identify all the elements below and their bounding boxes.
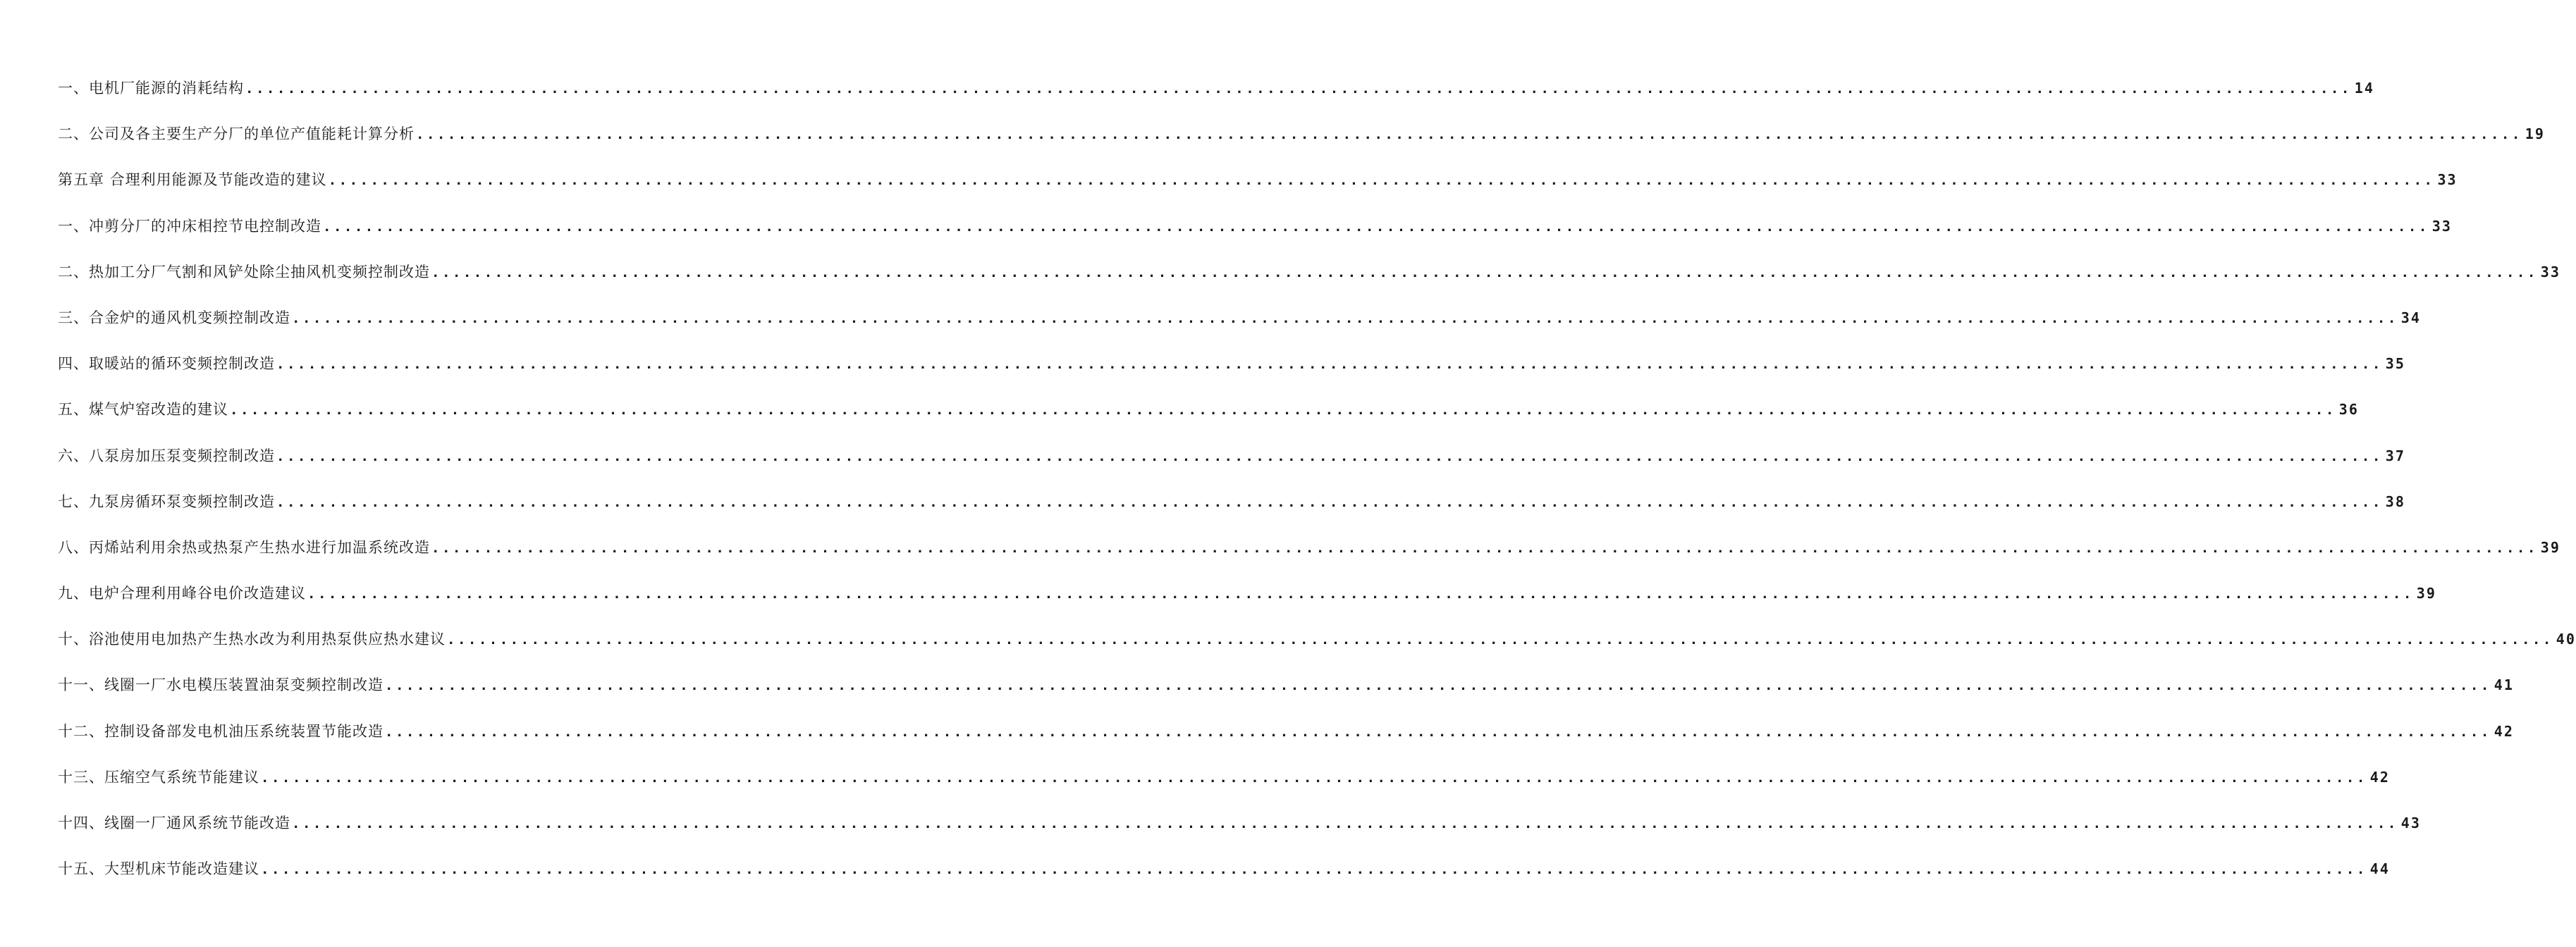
toc-entry-title: 一、冲剪分厂的冲床相控节电控制改造 [58,217,321,235]
toc-page-number: 33 [2437,171,2458,189]
toc-entry[interactable] [58,670,2514,716]
toc-page-number: 41 [2494,676,2514,694]
table-of-contents [58,73,2576,900]
toc-dot-leader: ........................................................................................................................................................................................................ [328,173,2435,189]
toc-dot-leader: ........................................................................................................................................................................................................ [323,218,2429,235]
toc-entry-title: 七、九泵房循环泵变频控制改造 [58,493,275,510]
toc-entry-title: 一、电机厂能源的消耗结构 [58,80,244,97]
toc-entry[interactable] [58,717,2514,762]
toc-entry-title: 二、公司及各主要生产分厂的单位产值能耗计算分析 [58,125,415,143]
toc-entry-title: 八、丙烯站利用余热或热泵产生热水进行加温系统改造 [58,538,430,556]
toc-entry-title: 第五章 合理利用能源及节能改造的建议 [58,171,327,189]
toc-entry[interactable] [58,303,2421,349]
toc-page-number: 36 [2338,401,2359,419]
toc-page-number: 43 [2400,815,2421,831]
toc-dot-leader: ........................................................................................................................................................................................................ [276,494,2383,510]
toc-entry-title: 十、浴池使用电加热产生热水改为利用热泵供应热水建议 [58,631,446,648]
toc-page-number: 33 [2431,217,2452,235]
toc-page-number: 19 [2525,125,2545,143]
toc-dot-leader: ........................................................................................................................................................................................................ [447,632,2553,648]
toc-page-number: 39 [2416,585,2436,602]
toc-entry[interactable] [58,854,2390,900]
toc-entry-title: 十三、压缩空气系统节能建议 [58,768,259,786]
toc-dot-leader: ........................................................................................................................................................................................................ [276,448,2383,464]
toc-page-number: 44 [2369,860,2390,878]
toc-entry[interactable] [58,73,2374,119]
toc-page-number: 40 [2556,631,2576,648]
toc-page-number: 37 [2385,447,2405,464]
toc-dot-leader: ........................................................................................................................................................................................................ [292,310,2398,326]
toc-entry-title: 四、取暖站的循环变频控制改造 [58,355,275,373]
toc-page-number: 14 [2354,80,2374,97]
toc-entry[interactable] [58,211,2452,257]
toc-entry-title: 十四、线圈一厂通风系统节能改造 [58,815,290,831]
toc-dot-leader: ........................................................................................................................................................................................................ [431,264,2538,280]
toc-dot-leader: ........................................................................................................................................................................................................ [416,127,2522,143]
toc-entry-title: 九、电炉合理利用峰谷电价改造建议 [58,585,306,602]
toc-entry-title: 十二、控制设备部发电机油压系统装置节能改造 [58,722,384,740]
toc-page-number: 42 [2494,722,2514,740]
toc-entry[interactable] [58,487,2405,533]
toc-dot-leader: ........................................................................................................................................................................................................ [245,81,2352,97]
toc-page-number: 35 [2385,355,2405,373]
toc-entry[interactable] [58,533,2560,578]
toc-page-number: 39 [2540,538,2560,556]
toc-dot-leader: ........................................................................................................................................................................................................ [261,862,2367,878]
toc-dot-leader: ........................................................................................................................................................................................................ [385,678,2491,694]
toc-entry-title: 六、八泵房加压泵变频控制改造 [58,447,275,464]
toc-dot-leader: ........................................................................................................................................................................................................ [385,724,2491,740]
toc-entry-title: 三、合金炉的通风机变频控制改造 [58,309,290,326]
toc-entry[interactable] [58,762,2390,808]
toc-dot-leader: ........................................................................................................................................................................................................ [431,540,2538,556]
toc-entry[interactable] [58,395,2359,440]
toc-page-number: 33 [2540,263,2560,280]
toc-page-number: 42 [2369,768,2390,786]
toc-dot-leader: ........................................................................................................................................................................................................ [230,402,2336,419]
toc-entry-title: 十五、大型机床节能改造建议 [58,860,259,878]
toc-dot-leader: ........................................................................................................................................................................................................ [276,357,2383,373]
toc-entry[interactable] [58,441,2405,487]
toc-entry[interactable] [58,578,2436,624]
toc-entry-title: 五、煤气炉窑改造的建议 [58,401,228,419]
toc-entry[interactable] [58,257,2560,303]
toc-entry[interactable] [58,808,2421,854]
toc-dot-leader: ........................................................................................................................................................................................................ [261,769,2367,786]
toc-entry[interactable] [58,165,2458,211]
toc-entry-title: 十一、线圈一厂水电模压装置油泵变频控制改造 [58,676,384,694]
toc-entry[interactable] [58,349,2405,395]
toc-entry-title: 二、热加工分厂气割和风铲处除尘抽风机变频控制改造 [58,263,430,280]
toc-dot-leader: ........................................................................................................................................................................................................ [307,586,2414,602]
toc-page-number: 38 [2385,493,2405,510]
toc-dot-leader: ........................................................................................................................................................................................................ [292,816,2398,831]
toc-entry[interactable] [58,119,2545,165]
toc-page-number: 34 [2400,309,2421,326]
toc-entry[interactable] [58,624,2576,670]
